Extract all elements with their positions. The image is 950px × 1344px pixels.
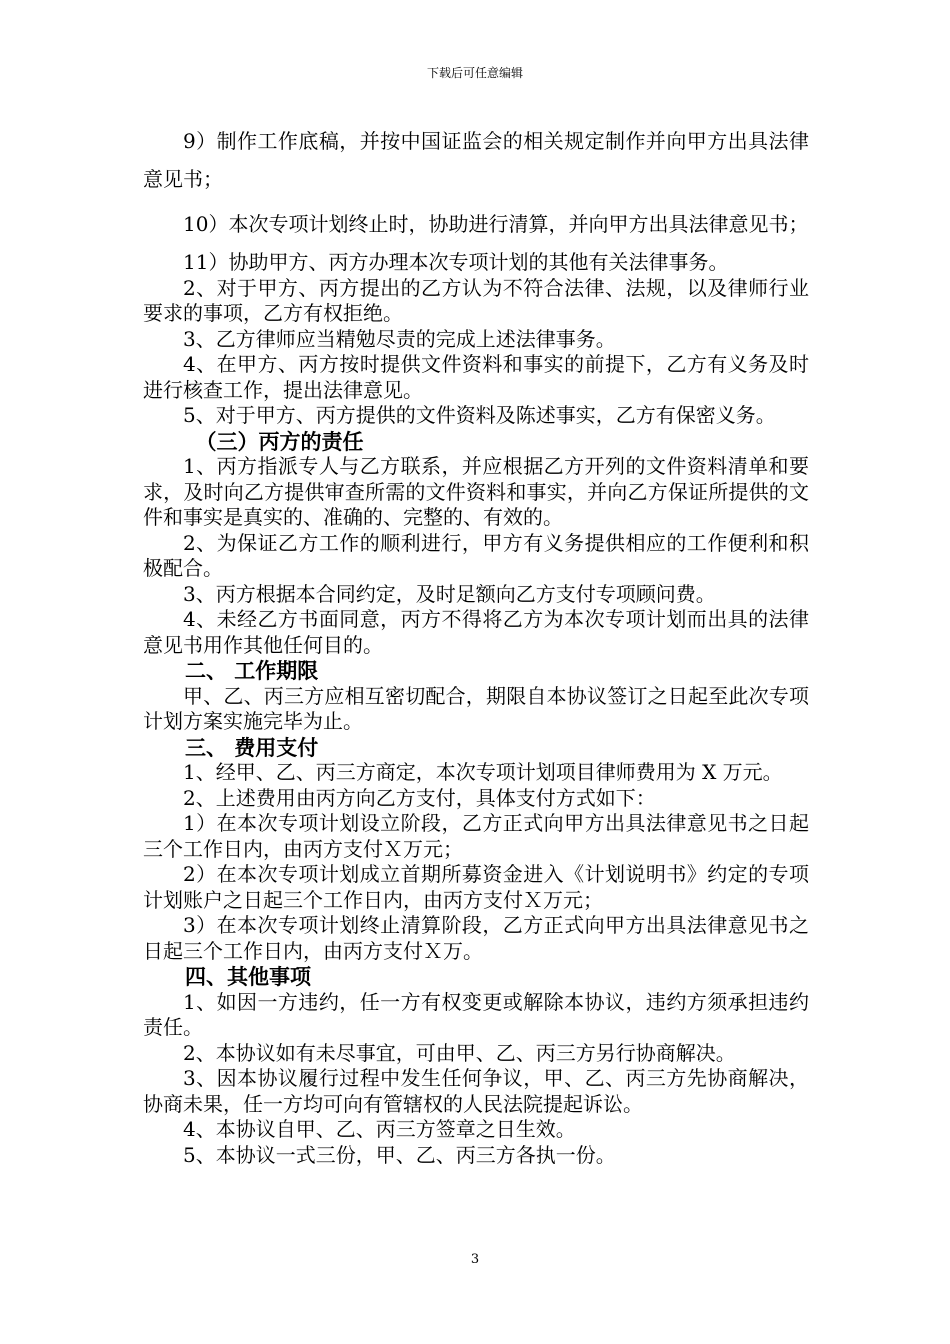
duty-5: 5、对于甲方、丙方提供的文件资料及陈述事实，乙方有保密义务。 [183,403,776,427]
item-11: 11）协助甲方、丙方办理本次专项计划的其他有关法律事务。 [183,250,729,274]
party-c-duty-2: 2、为保证乙方工作的顺利进行，甲方有义务提供相应的工作便利和积极配合。 [143,530,809,580]
payment-2: 2、上述费用由丙方向乙方支付，具体支付方式如下： [183,785,656,810]
payment-1: 1、经甲、乙、丙三方商定，本次专项计划项目律师费用为 X 万元。 [183,760,783,784]
item-9: 9）制作工作底稿，并按中国证监会的相关规定制作并向甲方出具法律意见书； [143,129,809,191]
other-5: 5、本协议一式三份，甲、乙、丙三方各执一份。 [183,1142,616,1167]
duty-3: 3、乙方律师应当精勉尽责的完成上述法律事务。 [183,326,616,351]
other-2: 2、本协议如有未尽事宜，可由甲、乙、丙三方另行协商解决。 [183,1040,736,1065]
section-heading-term: 二、 工作期限 [185,658,319,683]
party-c-duty-4: 4、未经乙方书面同意，丙方不得将乙方为本次专项计划而出具的法律意见书用作其他任何目的。 [143,607,809,657]
term-text: 甲、乙、丙三方应相互密切配合，期限自本协议签订之日起至此次专项计划方案实施完毕为止。 [143,683,809,733]
party-c-duty-1: 1、丙方指派专人与乙方联系，并应根据乙方开列的文件资料清单和要求，及时向乙方提供审查所需的文件资料和事实，并向乙方保证所提供的文件和事实是真实的、准确的、完整的、有效的。 [143,454,809,529]
section-heading-party-c: （三）丙方的责任 [195,428,364,454]
page-number: 3 [470,1252,480,1267]
section-heading-payment: 三、 费用支付 [185,734,319,760]
payment-2-3: 3）在本次专项计划终止清算阶段，乙方正式向甲方出具法律意见书之日起三个工作日内，由丙方支付Ｘ万。 [143,913,809,963]
other-3: 3、因本协议履行过程中发生任何争议，甲、乙、丙三方先协商解决，协商未果，任一方均可向有管辖权的人民法院提起诉讼。 [143,1066,809,1116]
header-note: 下载后可任意编辑 [426,66,523,80]
party-c-duty-3: 3、丙方根据本合同约定，及时足额向乙方支付专项顾问费。 [183,581,716,606]
item-10: 10）本次专项计划终止时，协助进行清算，并向甲方出具法律意见书； [183,212,809,236]
duty-2: 2、对于甲方、丙方提出的乙方认为不符合法律、法规，以及律师行业要求的事项，乙方有权拒绝。 [143,275,809,325]
duty-4: 4、在甲方、丙方按时提供文件资料和事实的前提下，乙方有义务及时进行核查工作，提出法律意见。 [143,352,809,402]
payment-2-2: 2）在本次专项计划成立首期所募资金进入《计划说明书》约定的专项计划账户之日起三个工作日内，由丙方支付Ｘ万元； [143,862,809,912]
section-heading-other: 四、其他事项 [185,964,311,989]
document-body [143,122,809,1168]
other-1: 1、如因一方违约，任一方有权变更或解除本协议，违约方须承担违约责任。 [143,989,809,1039]
payment-2-1: 1）在本次专项计划设立阶段，乙方正式向甲方出具法律意见书之日起三个工作日内，由丙方支付Ｘ万元； [143,811,809,861]
other-4: 4、本协议自甲、乙、丙三方签章之日生效。 [183,1117,576,1141]
